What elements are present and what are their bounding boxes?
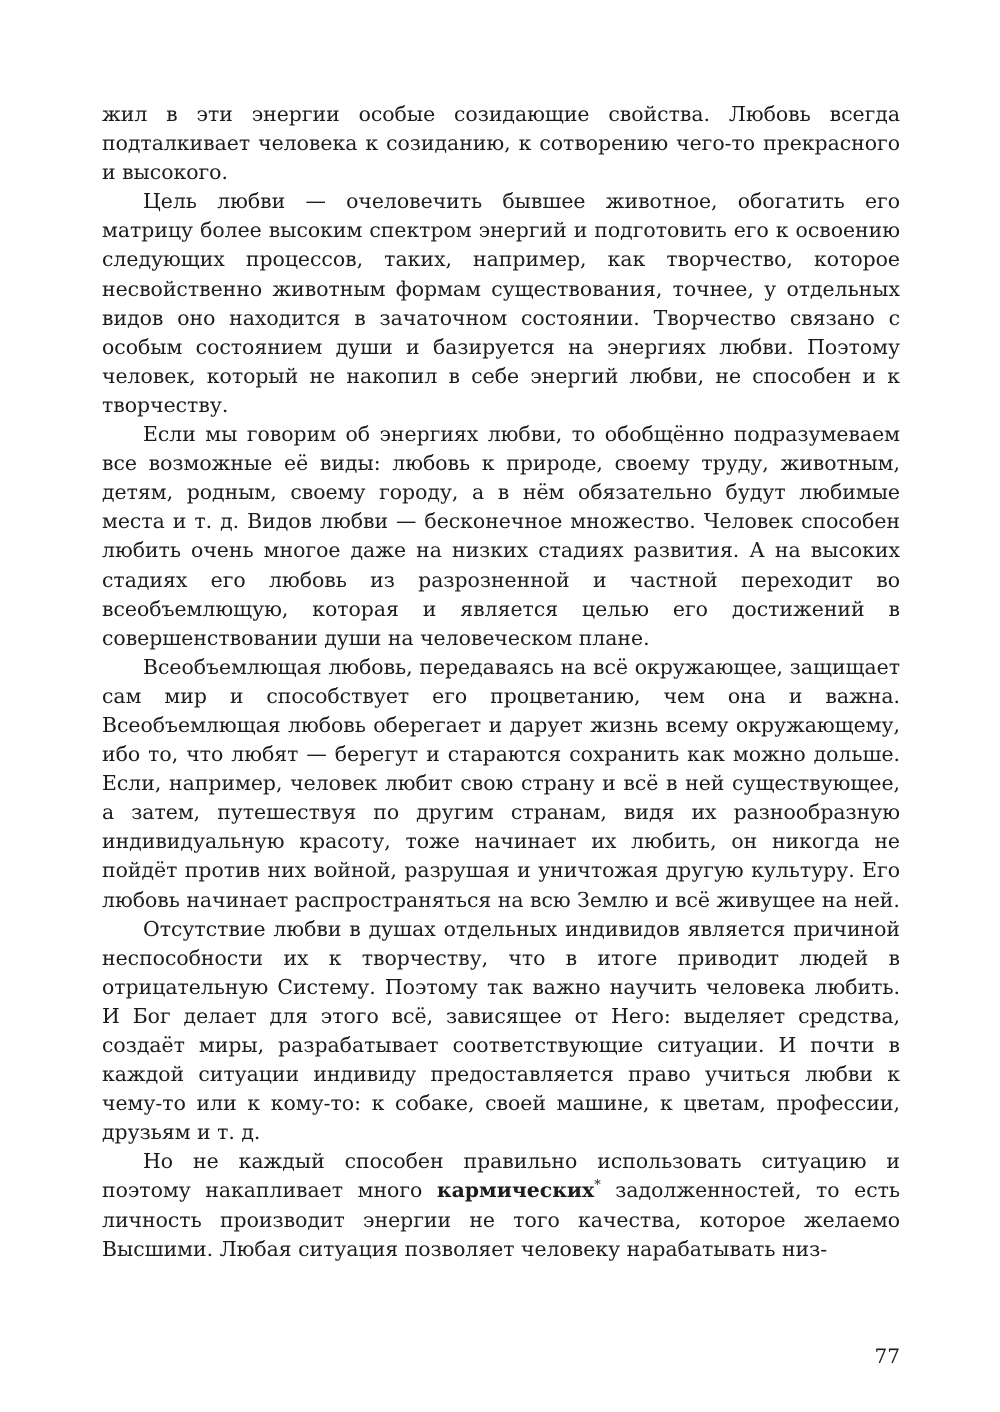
paragraph-purpose-of-love: Цель любви — очеловечить бывшее животное, обогатить его матрицу более высоким спектром энергий и подготовить его к освоению следующих процессов, таких, например, как творчество, которое несвойственно животным формам существования, точнее, у отдельных видов оно находится в зачаточном состоянии. Творчество связано с особым состоянием души и базируется на энергиях любви. Поэтому человек, который не накопил в себе энергий любви, не способен и к творчеству. xyxy=(102,189,900,417)
paragraph-continued: жил в эти энергии особые созидающие свойства. Любовь всегда подталкивает человека к созиданию, к сотворению чего-то прекрасного и высокого. xyxy=(102,102,900,185)
bold-term: кармических xyxy=(436,1178,595,1203)
body-text xyxy=(102,100,900,1264)
paragraph-absence-of-love: Отсутствие любви в душах отдельных индивидов является причиной неспособности их к творчеству, что в итоге приводит людей в отрицательную Систему. Поэтому так важно научить человека любить. И Бог делает для этого всё, зависящее от Него: выделяет средства, создаёт миры, разрабатывает соответствующие ситуации. И почти в каждой ситуации индивиду предоставляется право учиться любви к чему-то или к кому-то: к собаке, своей машине, к цветам, профессии, друзьям и т. д. xyxy=(102,916,900,1145)
paragraph-karmic-debts xyxy=(102,1147,900,1263)
paragraph-text-end: задолженностей, то есть личность производит энергии не того качества, которое желаемо Высшими. Любая ситуация позволяет человеку нарабатывать низ- xyxy=(102,1178,900,1261)
paragraph-all-embracing-love: Всеобъемлющая любовь, передаваясь на всё окружающее, защищает сам мир и способствует его процветанию, чем она и важна. Всеобъемлющая любовь оберегает и дарует жизнь всему окружающему, ибо то, что любят — берегут и стараются сохранить как можно дольше. Если, например, человек любит свою страну и всё в ней существующее, а затем, путешествуя по другим странам, видя их разнообразную индивидуальную красоту, тоже начинает их любить, он никогда не пойдёт против них войной, разрушая и уничтожая другую культуру. Его любовь начинает распространяться на всю Землю и всё живущее на ней. xyxy=(102,654,900,912)
paragraph-text-start: Но не каждый способен правильно использовать ситуацию и поэтому накапливает много xyxy=(102,1149,900,1203)
page-number: 77 xyxy=(874,1344,900,1368)
footnote-marker: * xyxy=(594,1178,601,1194)
paragraph-kinds-of-love: Если мы говорим об энергиях любви, то обобщённо подразумеваем все возможные её виды: любовь к природе, своему труду, животным, детям, родным, своему городу, а в нём обязательно будут любимые места и т. д. Видов любви — бесконечное множество. Человек способен любить очень многое даже на низких стадиях развития. А на высоких стадиях его любовь из разрозненной и частной переходит во всеобъемлющую, которая и является целью его достижений в совершенствовании души на человеческом плане. xyxy=(102,422,900,650)
